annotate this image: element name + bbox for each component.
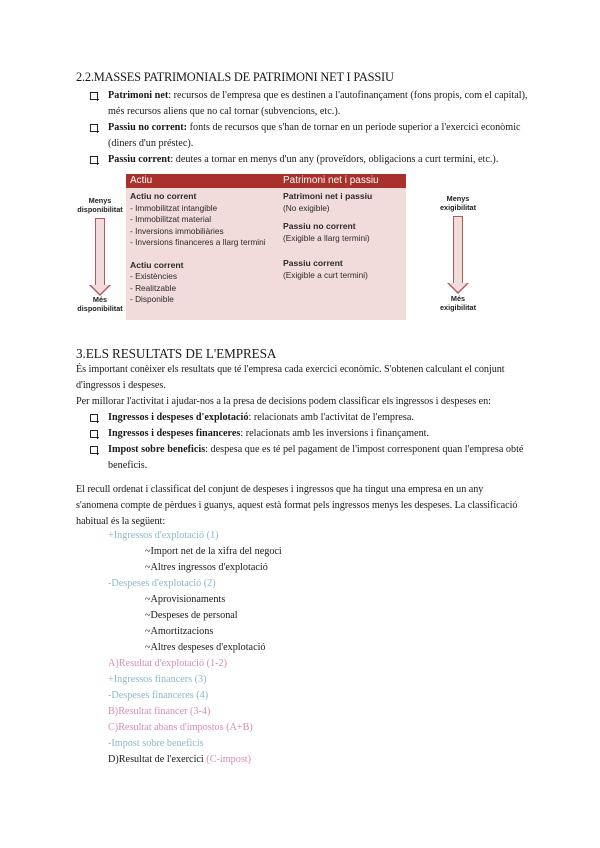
list-item: - Realitzable: [130, 282, 177, 293]
label-line: Menys: [446, 194, 470, 203]
header-patrimoni: Patrimoni net i passiu: [283, 175, 379, 186]
list-item: - Inversions immobiliàries: [130, 225, 224, 236]
classification-paragraph: El recull ordenat i classificat del conjunt de despeses i ingressos que ha tingut una empresa en un any s'anomena compte de pèrdues i guanys, aquest està format pels ingressos menys les despeses. La classificació habitual és la següent:: [76, 484, 518, 527]
patrimoni-note: (No exigible): [283, 202, 330, 213]
bullet-text: : deutes a tornar en menys d'un any (proveïdors, obligacions a curt termini, etc.).: [170, 154, 499, 165]
left-top-label: [76, 196, 124, 214]
label-line: exigibilitat: [439, 203, 477, 212]
bullet-text: : despesa que es té pel pagament de l'impost corresponent quan l'empresa obté beneficis.: [108, 444, 524, 471]
list-item: ~Altres despeses d'explotació: [145, 642, 266, 653]
final-result-formula: (C-impost): [206, 754, 252, 765]
list-item: B)Resultat financer (3-4): [108, 706, 211, 717]
right-bottom-label: [430, 294, 486, 312]
list-item: -Despeses d'explotació (2): [108, 578, 216, 589]
checkbox-bullet-icon: [90, 430, 98, 438]
down-arrow-icon: [94, 218, 106, 296]
list-item: -Despeses financeres (4): [108, 690, 209, 701]
bullet-term: Ingressos i despeses financeres: [108, 428, 241, 439]
actiu-corrent-title: Actiu corrent: [130, 259, 184, 270]
actiu-column: [130, 191, 266, 306]
patrimoni-title: Patrimoni net i passiu: [283, 191, 373, 201]
label-line: Menys: [88, 196, 112, 205]
list-item: [90, 120, 530, 152]
label-line: exigibilitat: [439, 303, 477, 312]
passiu-no-corrent-title: Passiu no corrent: [283, 221, 356, 231]
bullet-term: Passiu no corrent:: [108, 122, 188, 133]
list-item: ~Amortitzacions: [145, 626, 214, 637]
section-title-masses: 2.2.MASSES PATRIMONIALS DE PATRIMONI NET I PASSIU: [76, 70, 394, 84]
list-item: [108, 752, 282, 768]
label-line: Més: [92, 295, 108, 304]
down-arrow-icon: [452, 216, 464, 294]
list-item: ~Altres ingressos d'explotació: [145, 562, 268, 573]
intro-paragraph-2: Per millorar l'activitat i ajudar-nos a la presa de decisions podem classificar els ingressos i despeses en:: [76, 396, 491, 407]
patrimoni-bullet-list: [90, 88, 530, 168]
patrimoni-column: [283, 191, 372, 281]
actiu-no-corrent-title: Actiu no corrent: [130, 191, 197, 201]
list-item: [90, 426, 530, 442]
label-line: disponibilitat: [77, 205, 123, 214]
list-item: +Ingressos financers (3): [108, 674, 207, 685]
list-item: - Disponible: [130, 294, 174, 304]
balance-table-header: [126, 174, 406, 188]
bullet-term: Impost sobre beneficis: [108, 444, 206, 455]
left-bottom-label: [76, 295, 124, 313]
list-item: -Impost sobre beneficis: [108, 738, 204, 749]
section-title-resultats: 3.ELS RESULTATS DE L'EMPRESA: [76, 346, 277, 361]
list-item: +Ingressos d'explotació (1): [108, 530, 219, 541]
list-item: - Existències: [130, 271, 178, 281]
passiu-corrent-note: (Exigible a curt termini): [283, 269, 368, 280]
list-item: - Inversions financeres a llarg termini: [130, 237, 266, 247]
bullet-term: Passiu corrent: [108, 154, 171, 165]
label-line: disponibilitat: [77, 304, 123, 313]
list-item: - Immobilitzat material: [130, 214, 212, 224]
balance-table: [126, 174, 406, 320]
bullet-term: Ingressos i despeses d'explotació: [108, 412, 249, 423]
passiu-corrent-title: Passiu corrent: [283, 258, 343, 268]
checkbox-bullet-icon: [90, 446, 98, 454]
list-item: - Immobilitzat intangible: [130, 202, 218, 213]
list-item: [90, 410, 530, 426]
header-actiu: Actiu: [130, 175, 153, 186]
list-item: [90, 442, 530, 474]
checkbox-bullet-icon: [90, 124, 98, 132]
bullet-text: fonts de recursos que s'han de tornar en un període superior a l'exercici econòmic (diners d'un préstec).: [108, 122, 521, 149]
bullet-text: : recursos de l'empresa que es destinen a l'autofinançament (fons propis, com el capital), més recursos aliens que no cal tornar (subvencions, etc.).: [108, 90, 528, 117]
checkbox-bullet-icon: [90, 92, 98, 100]
balance-sheet-diagram: [76, 172, 524, 324]
list-item: ~Despeses de personal: [145, 610, 238, 621]
list-item: A)Resultat d'explotació (1-2): [108, 658, 227, 669]
classification-list: [108, 528, 282, 768]
list-item: [90, 152, 530, 168]
list-item: C)Resultat abans d'impostos (A+B): [108, 722, 253, 733]
right-top-label: [430, 194, 486, 212]
list-item: [90, 88, 530, 120]
list-item: ~Aprovisionaments: [145, 594, 226, 605]
bullet-text: : relacionats amb l'activitat de l'empresa.: [248, 412, 414, 423]
intro-paragraph: És important conèixer els resultats que té l'empresa cada exercici econòmic. S'obtenen calculant el conjunt d'ingressos i despeses.: [76, 364, 505, 391]
bullet-term: Patrimoni net: [108, 90, 169, 101]
label-line: Més: [450, 294, 466, 303]
resultats-bullet-list: [90, 410, 530, 474]
bullet-text: : relacionats amb les inversions i finançament.: [240, 428, 430, 439]
checkbox-bullet-icon: [90, 414, 98, 422]
passiu-no-corrent-note: (Exigible a llarg termini): [283, 232, 370, 243]
final-result-label: D)Resultat de l'exercici: [108, 754, 207, 765]
checkbox-bullet-icon: [90, 156, 98, 164]
list-item: ~Import net de la xifra del negoci: [145, 546, 282, 557]
